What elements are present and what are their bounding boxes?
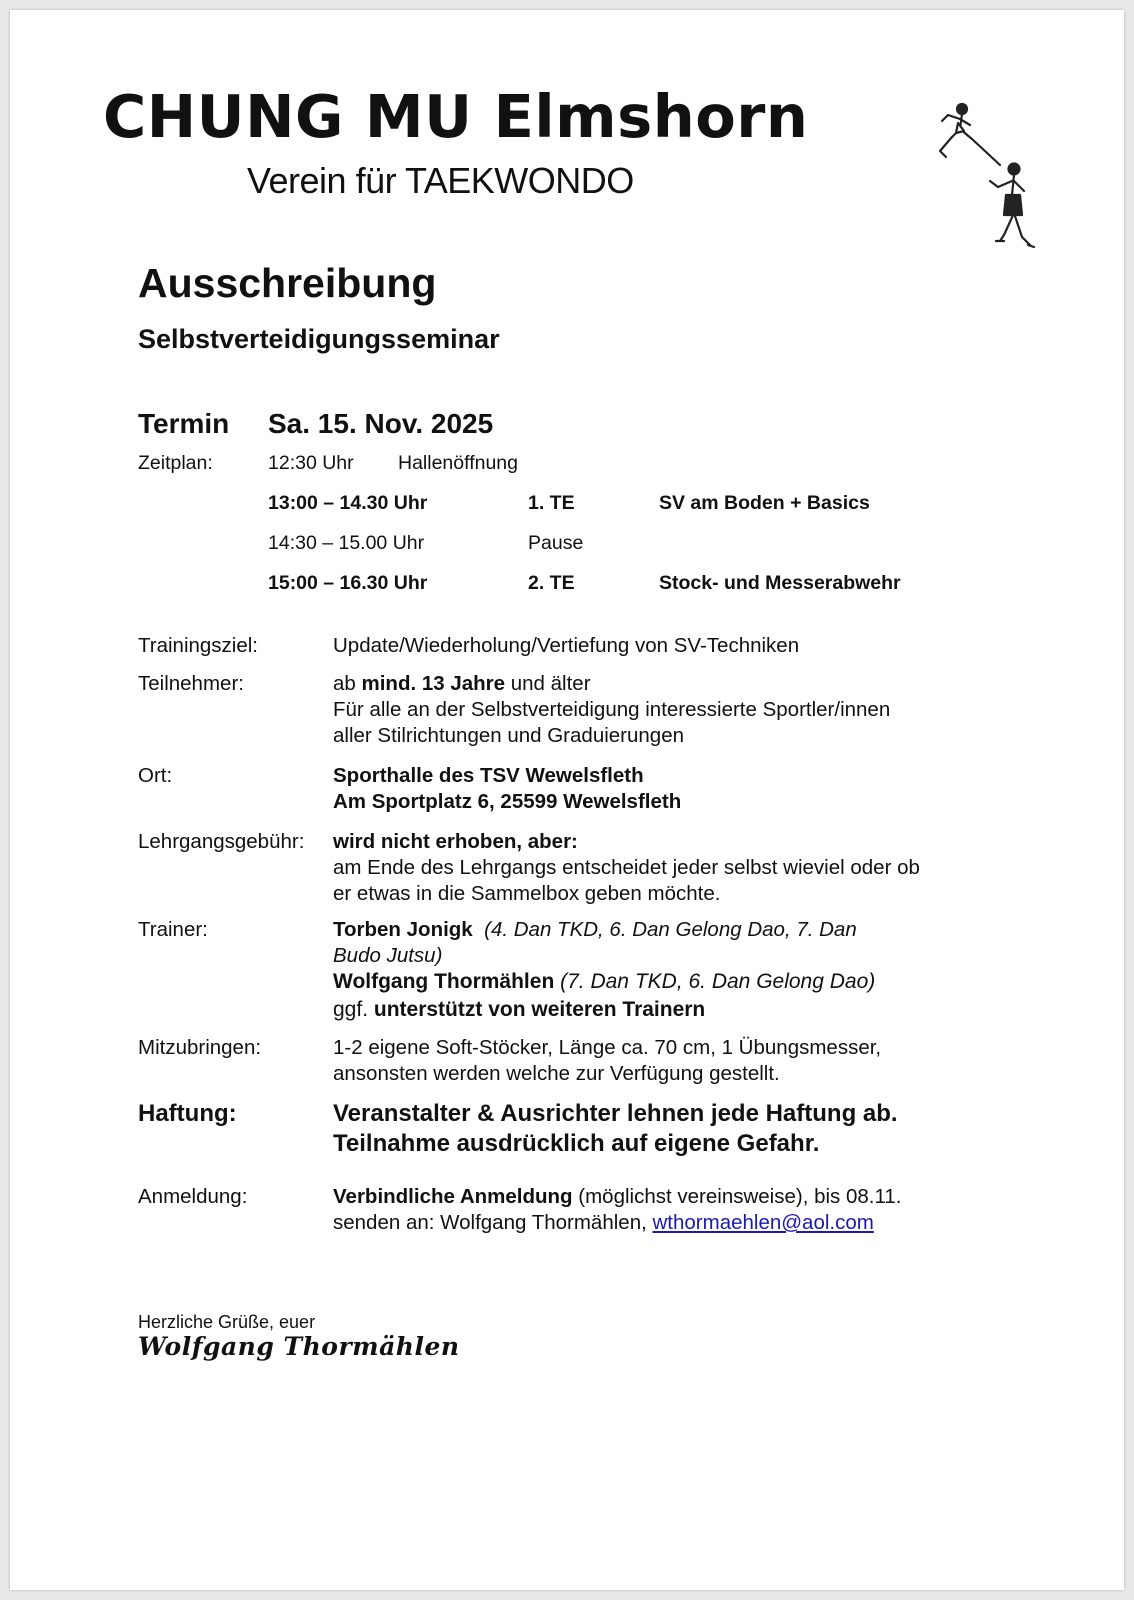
zeitplan-label: Zeitplan: [138, 452, 213, 474]
gebuehr-line: wird nicht erhoben, aber: [333, 830, 578, 853]
greeting: Herzliche Grüße, euer [138, 1312, 316, 1332]
schedule-topic: Stock- und Messerabwehr [659, 572, 901, 594]
anmeldung-line: Verbindliche Anmeldung (möglichst vereinsweise), bis 08.11. [333, 1185, 902, 1208]
teilnehmer-line: Für alle an der Selbstverteidigung interessierte Sportler/innen [333, 698, 891, 721]
trainingsziel-label: Trainingsziel: [138, 634, 259, 657]
ort-label: Ort: [138, 764, 173, 787]
haftung-line: Veranstalter & Ausrichter lehnen jede Haftung ab. [333, 1100, 898, 1127]
document-page [10, 10, 1124, 1590]
club-name: CHUNG MU Elmshorn [103, 82, 809, 151]
termin-date: Sa. 15. Nov. 2025 [268, 408, 494, 439]
ort-venue: Sporthalle des TSV Wewelsfleth [333, 764, 644, 787]
trainer-2: Wolfgang Thormählen (7. Dan TKD, 6. Dan Gelong Dao) [333, 970, 876, 993]
schedule-time: 12:30 Uhr [268, 452, 354, 474]
gebuehr-line: am Ende des Lehrgangs entscheidet jeder selbst wieviel oder ob [333, 856, 920, 879]
haftung-label: Haftung: [138, 1100, 237, 1127]
schedule-time: 13:00 – 14.30 Uhr [268, 492, 428, 514]
schedule-unit: Pause [528, 532, 584, 554]
haftung-line: Teilnahme ausdrücklich auf eigene Gefahr. [333, 1130, 820, 1157]
signature: Wolfgang Thormählen [138, 1332, 460, 1361]
trainer-support: ggf. unterstützt von weiteren Trainern [333, 998, 706, 1021]
schedule-topic: SV am Boden + Basics [659, 492, 870, 514]
teilnehmer-label: Teilnehmer: [138, 672, 244, 695]
anmeldung-contact: senden an: Wolfgang Thormählen, wthormaehlen@aol.com [333, 1211, 874, 1234]
trainer-1-ranks: Budo Jutsu) [333, 944, 443, 967]
schedule-time: 15:00 – 16.30 Uhr [268, 572, 428, 594]
trainer-1: Torben Jonigk (4. Dan TKD, 6. Dan Gelong Dao, 7. Dan [333, 918, 857, 941]
gebuehr-line: er etwas in die Sammelbox geben möchte. [333, 882, 721, 905]
club-subtitle: Verein für TAEKWONDO [247, 160, 634, 201]
schedule-time: 14:30 – 15.00 Uhr [268, 532, 425, 554]
ort-address: Am Sportplatz 6, 25599 Wewelsfleth [333, 790, 682, 813]
trainer-label: Trainer: [138, 918, 208, 941]
taekwondo-fighters-icon [930, 95, 1040, 265]
document-subtitle: Selbstverteidigungsseminar [138, 324, 500, 354]
mitzubringen-line: ansonsten werden welche zur Verfügung gestellt. [333, 1062, 780, 1085]
schedule-unit: 2. TE [528, 572, 575, 594]
trainingsziel-value: Update/Wiederholung/Vertiefung von SV-Techniken [333, 634, 800, 657]
teilnehmer-age: ab mind. 13 Jahre und älter [333, 672, 591, 695]
mitzubringen-line: 1-2 eigene Soft-Stöcker, Länge ca. 70 cm, 1 Übungsmesser, [333, 1036, 882, 1059]
termin-label: Termin [138, 408, 230, 439]
teilnehmer-line: aller Stilrichtungen und Graduierungen [333, 724, 685, 747]
document-title: Ausschreibung [138, 260, 437, 306]
gebuehr-label: Lehrgangsgebühr: [138, 830, 305, 853]
mitzubringen-label: Mitzubringen: [138, 1036, 262, 1059]
schedule-unit: 1. TE [528, 492, 575, 514]
email-link[interactable]: wthormaehlen@aol.com [652, 1211, 874, 1234]
anmeldung-label: Anmeldung: [138, 1185, 248, 1208]
schedule-unit: Hallenöffnung [398, 452, 518, 474]
